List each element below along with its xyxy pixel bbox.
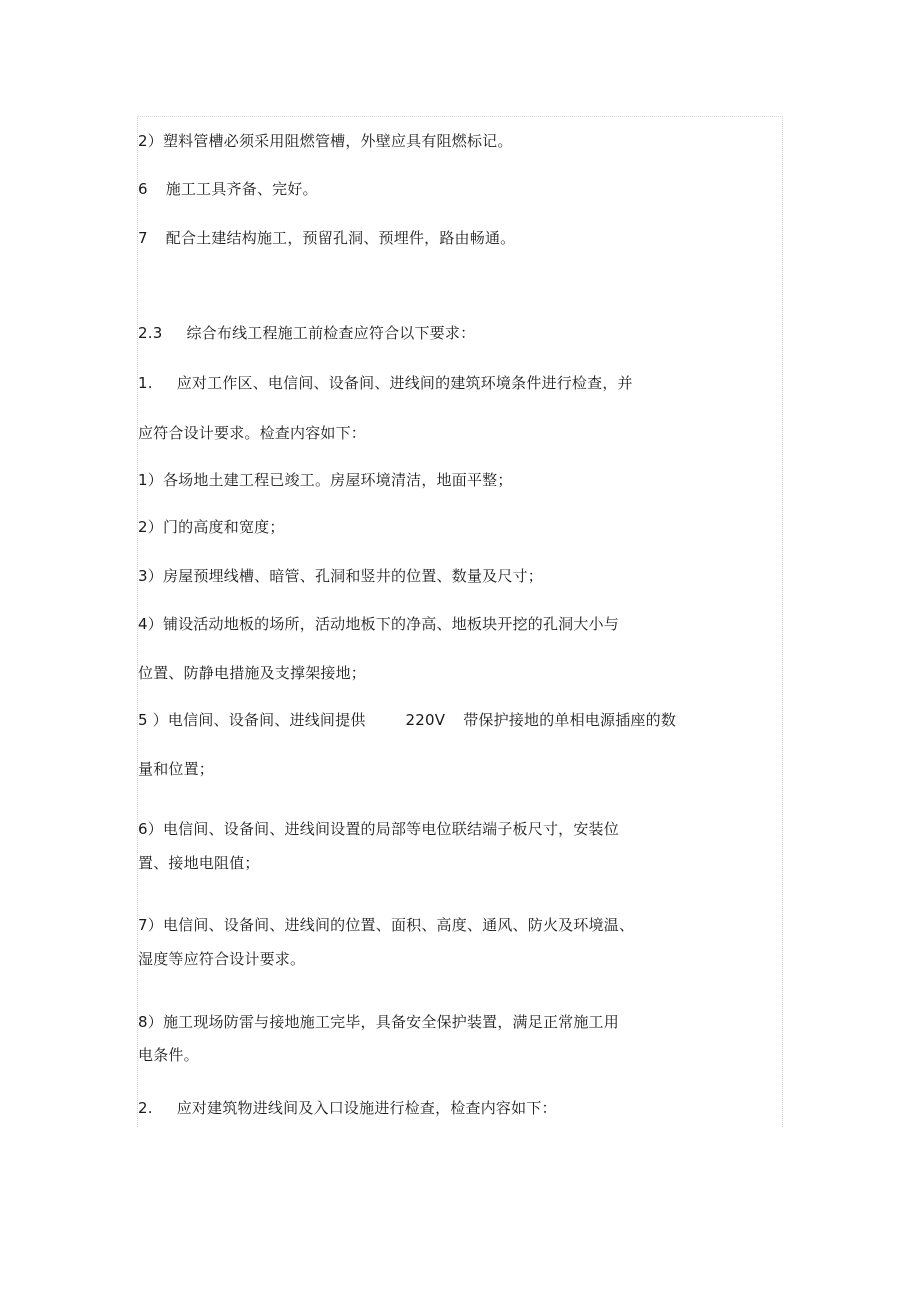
- item-text: 量和位置；: [138, 760, 215, 778]
- item-1-continuation: [138, 423, 366, 443]
- subitem-7-continuation: [138, 949, 305, 969]
- item-number: 1.: [138, 374, 153, 392]
- item-text: 电信间、设备间、进线间的位置、面积、高度、通风、防火及环境温、: [162, 916, 635, 934]
- item-2-entrance-facilities: [138, 1098, 557, 1118]
- item-text: 应符合设计要求。检查内容如下：: [138, 424, 367, 442]
- subitem-7-room-conditions: [138, 915, 634, 935]
- item-text: 配合土建结构施工，预留孔洞、预埋件，路由畅通。: [165, 229, 516, 247]
- item-text: 施工工具齐备、完好。: [165, 180, 318, 198]
- item-number: 4）: [138, 615, 163, 633]
- item-text: 带保护接地的单相电源插座的数: [463, 711, 677, 729]
- item-text: 应对建筑物进线间及入口设施进行检查，检查内容如下：: [176, 1099, 557, 1117]
- item-text: 位置、防静电措施及支撑架接地；: [138, 664, 367, 682]
- item-number: 6: [138, 180, 148, 198]
- section-title: 综合布线工程施工前检查应符合以下要求：: [186, 324, 476, 342]
- item-text: 电信间、设备间、进线间提供: [167, 711, 366, 729]
- subitem-5-power-sockets: [138, 710, 676, 730]
- item-number: 6）: [138, 820, 163, 838]
- item-text: 置、接地电阻值；: [138, 854, 260, 872]
- item-text: 房屋预埋线槽、暗管、孔洞和竖井的位置、数量及尺寸；: [162, 567, 543, 585]
- item-text: 电信间、设备间、进线间设置的局部等电位联结端子板尺寸，安装位: [162, 820, 619, 838]
- item-number: 7）: [138, 916, 163, 934]
- subitem-6-bonding: [138, 819, 619, 839]
- subitem-2-door: [138, 517, 285, 537]
- item-text: 门的高度和宽度；: [162, 518, 285, 536]
- section-heading-2-3: [138, 323, 475, 343]
- subitem-4-continuation: [138, 663, 366, 683]
- item-text: 各场地土建工程已竣工。房屋环境清洁，地面平整；: [162, 471, 513, 489]
- item-number: 2）: [138, 518, 163, 536]
- item-number: 8）: [138, 1013, 163, 1031]
- item-number: 3）: [138, 567, 163, 585]
- item-1-environment: [138, 373, 633, 393]
- item-text: 湿度等应符合设计要求。: [138, 950, 306, 968]
- section-number: 2.3: [138, 324, 163, 342]
- item-text: 施工现场防雷与接地施工完毕，具备安全保护装置，满足正常施工用: [162, 1013, 619, 1031]
- item-text: 铺设活动地板的场所，活动地板下的净高、地板块开挖的孔洞大小与: [162, 615, 619, 633]
- item-number: 2）: [138, 132, 163, 150]
- subitem-8-continuation: [138, 1045, 199, 1065]
- item-2-plastic-trough: [138, 131, 513, 151]
- subitem-6-continuation: [138, 853, 260, 873]
- item-number: 1）: [138, 471, 163, 489]
- item-number: 5 ）: [138, 711, 168, 729]
- subitem-5-continuation: [138, 759, 214, 779]
- item-number: 7: [138, 229, 148, 247]
- subitem-1-civil-works: [138, 470, 513, 490]
- item-text: 应对工作区、电信间、设备间、进线间的建筑环境条件进行检查，并: [176, 374, 633, 392]
- item-7-structure: [138, 228, 515, 248]
- item-text: 塑料管槽必须采用阻燃管槽，外壁应具有阻燃标记。: [162, 132, 513, 150]
- item-number: 2.: [138, 1099, 153, 1117]
- item-text: 电条件。: [138, 1046, 199, 1064]
- item-6-tools: [138, 179, 318, 199]
- subitem-4-raised-floor: [138, 614, 619, 634]
- voltage-value: 220V: [405, 711, 446, 729]
- subitem-3-conduits: [138, 566, 543, 586]
- subitem-8-lightning-grounding: [138, 1012, 619, 1032]
